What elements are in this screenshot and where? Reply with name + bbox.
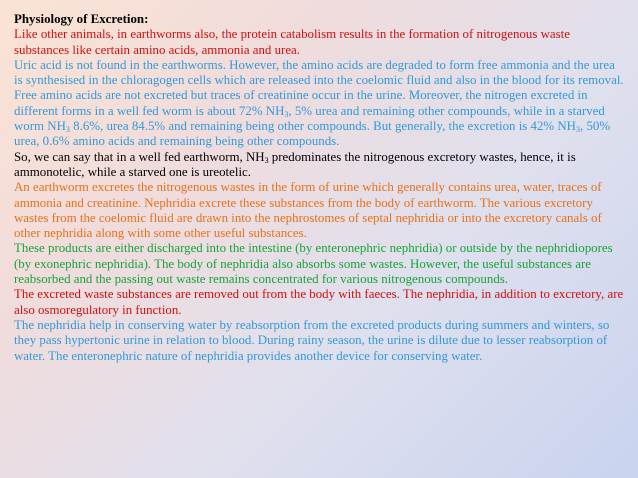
slide-content xyxy=(14,12,626,364)
slide-title: Physiology of Excretion: xyxy=(14,12,149,26)
paragraph-nitrogen-forms: Uric acid is not found in the earthworms. However, the amino acids are degraded to form free ammonia and the urea is synthesised in the chloragogen cells which are released into the coelomic fluid and also in the blood for its removal. Free amino acids are not excreted but traces of creatinine occur in the urine. Moreover, the nitrogen excreted in different forms in a well fed worm is about 72% $NH_3$, 5% urea and remaining other compounds, while in a starved worm $NH_3$ 8.6%, urea 84.5% and remaining being other compounds. But generally, the excretion is 42% $NH_3$, 50% urea, 0.6% amino acids and remaining being other compounds. xyxy=(14,57,624,149)
paragraph-urine-excretion: An earthworm excretes the nitrogenous wastes in the form of urine which generally contains urea, water, traces of ammonia and creatinine. Nephridia excrete these substances from the body of earthworm. The various excretory wastes from the coelomic fluid are drawn into the nephrostomes of septal nephridia or into the excretory canals of other nephridia along with some other useful substances. xyxy=(14,180,602,241)
paragraph-nephridia-discharge: These products are either discharged into the intestine (by enteronephric nephridia) or outside by the nephridiopores (by exonephric nephridia). The body of nephridia also absorbs some wastes. However, the useful substances are reabsorbed and the passing out waste remains concentrated for various nitrogenous compounds. xyxy=(14,241,613,287)
paragraph-ammonotelic: So, we can say that in a well fed earthworm, $NH_3$ predominates the nitrogenous excretory wastes, hence, it is ammonotelic, while a starved one is ureotelic. xyxy=(14,149,576,179)
paragraph-protein-catabolism: Like other animals, in earthworms also, the protein catabolism results in the formation of nitrogenous waste substances like certain amino acids, ammonia and urea. xyxy=(14,27,570,57)
paragraph-osmoregulation: The excreted waste substances are removed out from the body with faeces. The nephridia, in addition to excretory, are also osmoregulatory in function. xyxy=(14,287,624,317)
paragraph-water-conservation: The nephridia help in conserving water by reabsorption from the excreted products during summers and winters, so they pass hypertonic urine in relation to blood. During rainy season, the urine is dilute due to lesser reabsorption of water. The enteronephric nature of nephridia provides another device for conserving water. xyxy=(14,317,610,363)
